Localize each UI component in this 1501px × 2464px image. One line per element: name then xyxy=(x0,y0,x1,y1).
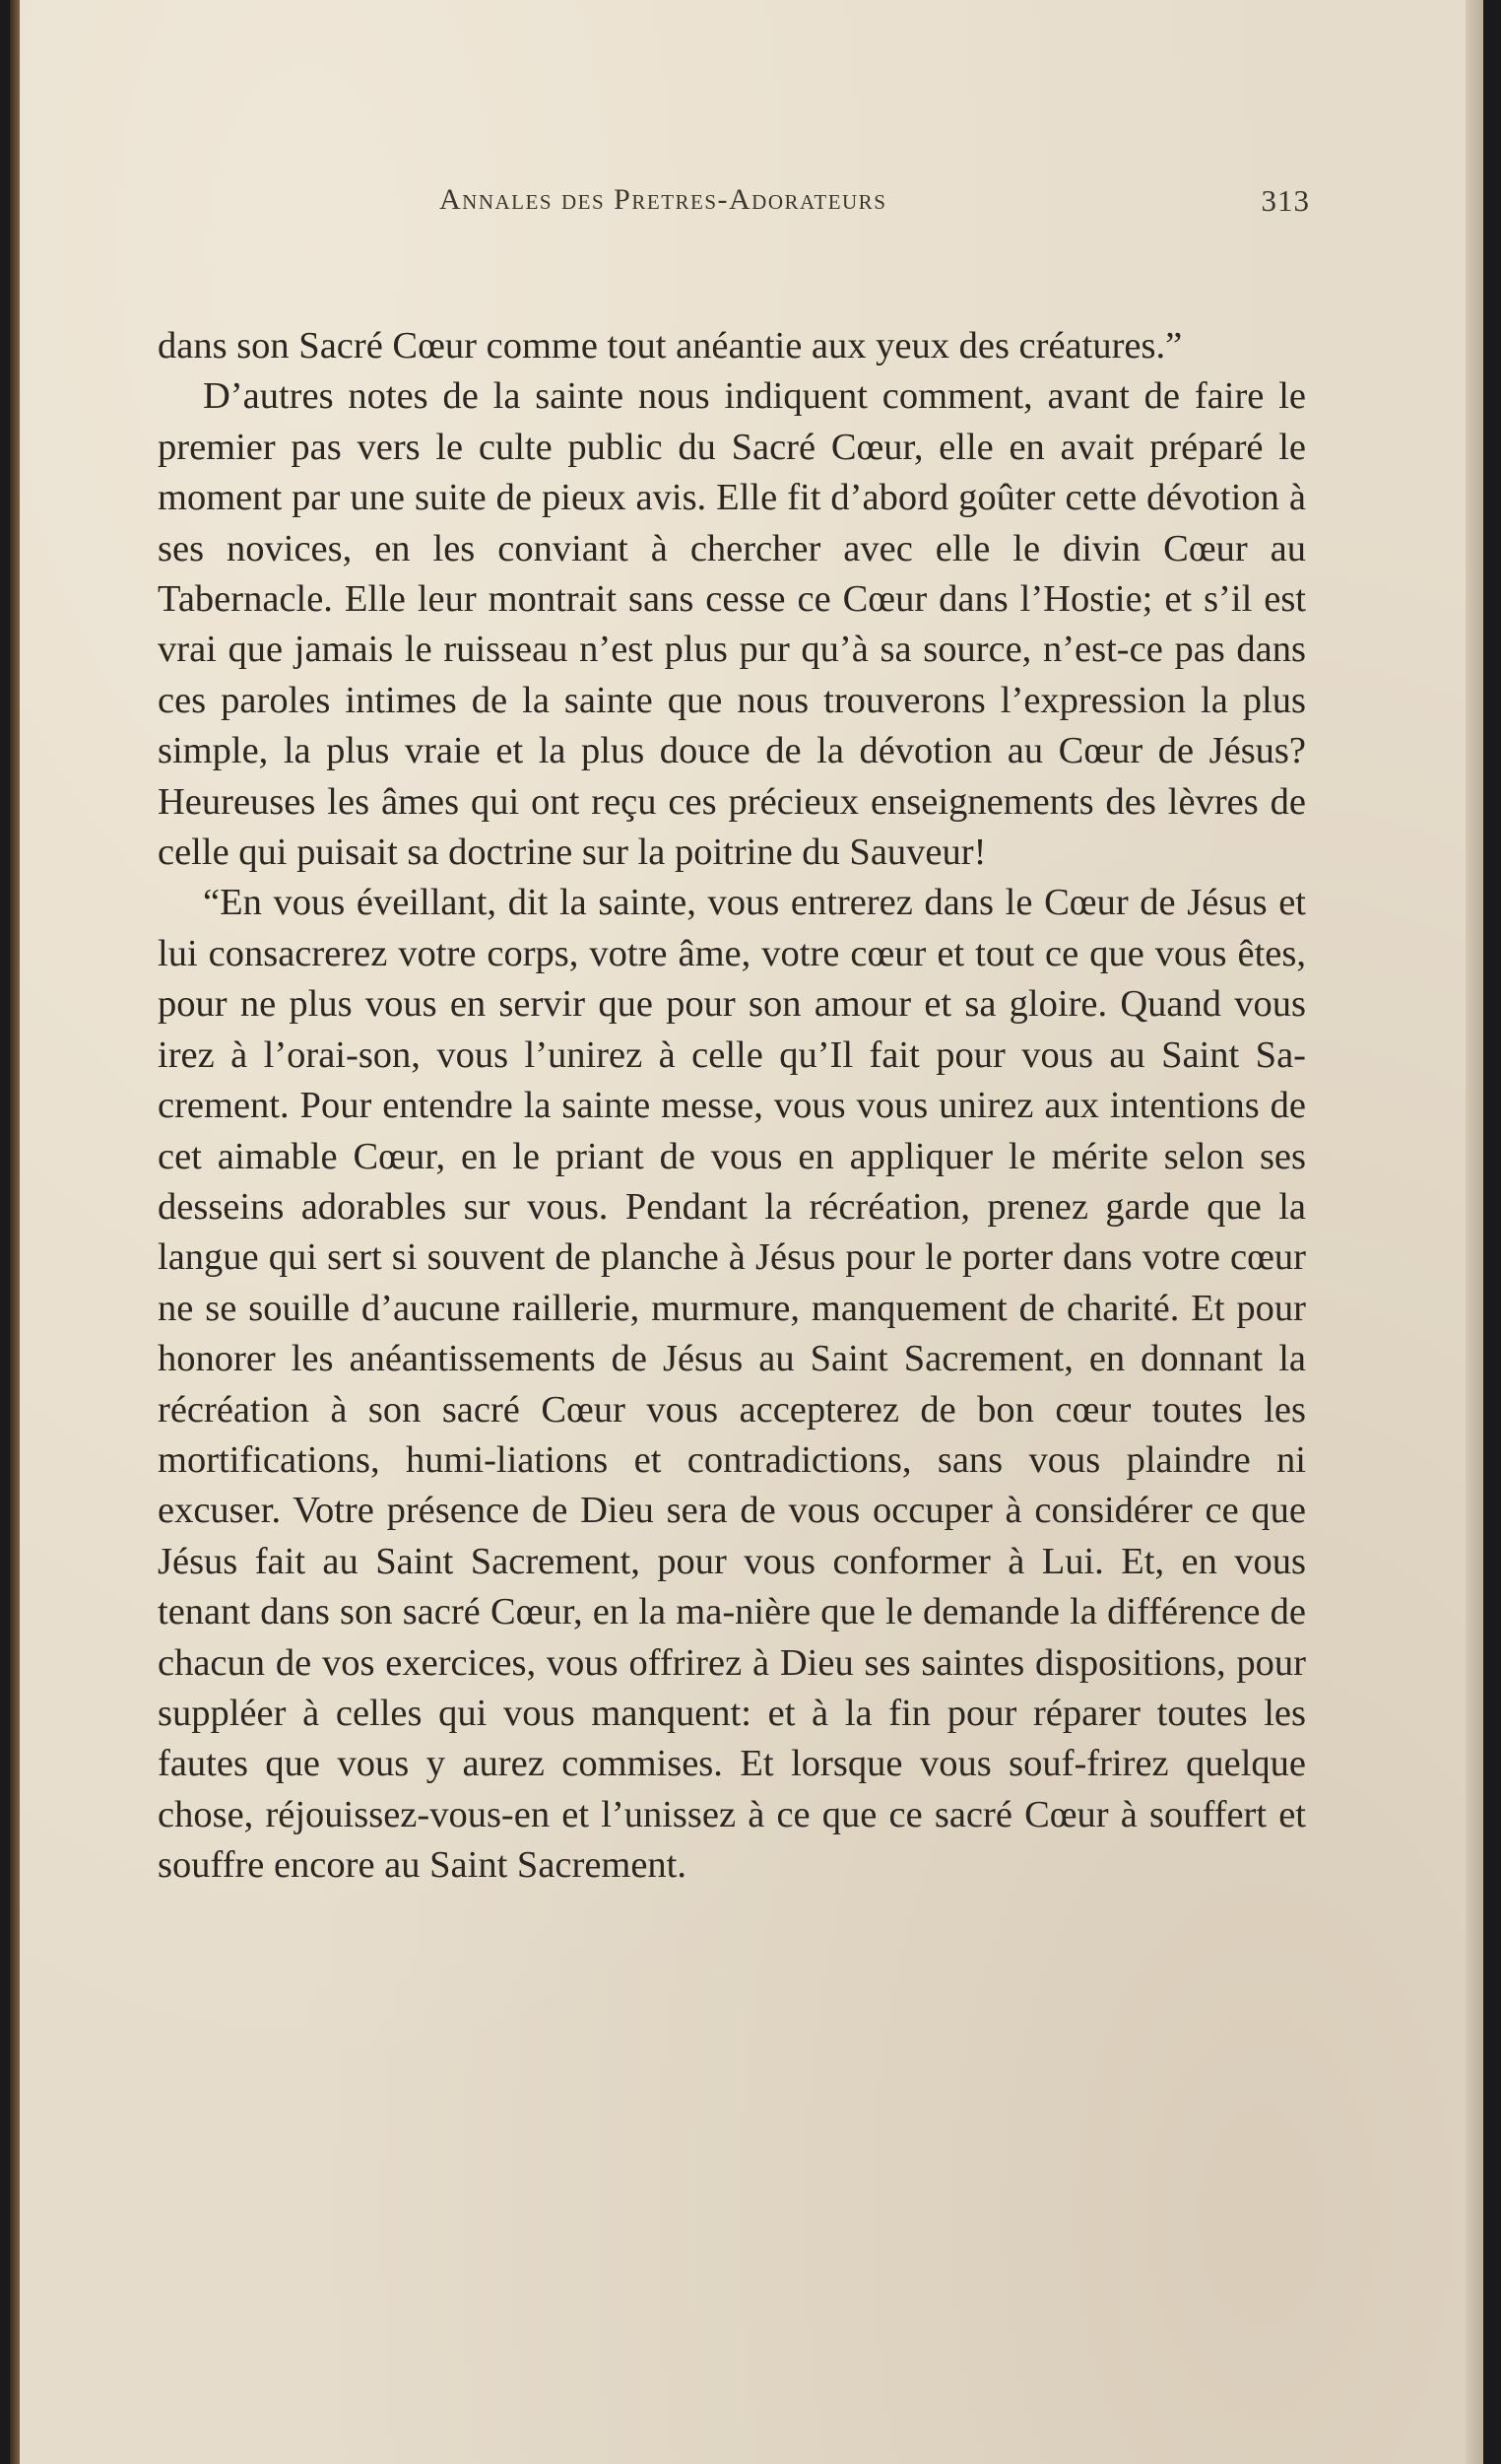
paragraph: D’autres notes de la sainte nous indiquent comment, avant de faire le premier pas vers le culte public du Sacré Cœur, elle en avait préparé le moment par une suite de pieux avis. Elle fit d’abord goûter cette dévotion à ses novices, en les conviant à chercher avec elle le divin Cœur au Tabernacle. Elle leur montrait sans cesse ce Cœur dans l’Hostie; et s’il est vrai que jamais le ruisseau n’est plus pur qu’à sa source, n’est-ce pas dans ces paroles intimes de la sainte que nous trouverons l’expression la plus simple, la plus vraie et la plus douce de la dévotion au Cœur de Jésus? Heureuses les âmes qui ont reçu ces précieux enseignements des lèvres de celle qui puisait sa doctrine sur la poitrine du Sauveur! xyxy=(158,375,1306,874)
page-edge xyxy=(1466,0,1483,2464)
book-page xyxy=(10,0,1483,2464)
body-text xyxy=(158,321,1306,1892)
page-binding-shadow xyxy=(10,0,20,2464)
running-title: Annales des Pretres-Adorateurs xyxy=(439,183,887,216)
paragraph-quotation: “En vous éveillant, dit la sainte, vous entrerez dans le Cœur de Jésus et lui consacrerez votre corps, votre âme, votre cœur et tout ce que vous êtes, pour ne plus vous en servir que pour son amour et sa gloire. Quand vous irez à l’orai-son, vous l’unirez à celle qu’Il fait pour vous au Saint Sa-crement. Pour entendre la sainte messe, vous vous unirez aux intentions de cet aimable Cœur, en le priant de vous en appliquer le mérite selon ses desseins adorables sur vous. Pendant la récréation, prenez garde que la langue qui sert si souvent de planche à Jésus pour le porter dans votre cœur ne se souille d’aucune raillerie, murmure, manquement de charité. Et pour honorer les anéantissements de Jésus au Saint Sacrement, en donnant la récréation à son sacré Cœur vous accepterez de bon cœur toutes les mortifications, humi-liations et contradictions, sans vous plaindre ni excuser. Votre présence de Dieu sera de vous occuper à considérer ce que Jésus fait au Saint Sacrement, pour vous conformer à Lui. Et, en vous tenant dans son sacré Cœur, en la ma-nière que le demande la différence de chacun de vos exercices, vous offrirez à Dieu ses saintes dispositions, pour suppléer à celles qui vous manquent: et à la fin pour réparer toutes les fautes que vous y aurez commises. Et lorsque vous souf-frirez quelque chose, réjouissez-vous-en et l’unissez à ce que ce sacré Cœur à souffert et souffre encore au Saint Sacrement. xyxy=(158,882,1306,1887)
running-header xyxy=(424,183,1310,233)
page-number: 313 xyxy=(1261,183,1310,218)
paragraph-continuation: dans son Sacré Cœur comme tout anéantie aux yeux des créatures.” xyxy=(158,325,1183,366)
